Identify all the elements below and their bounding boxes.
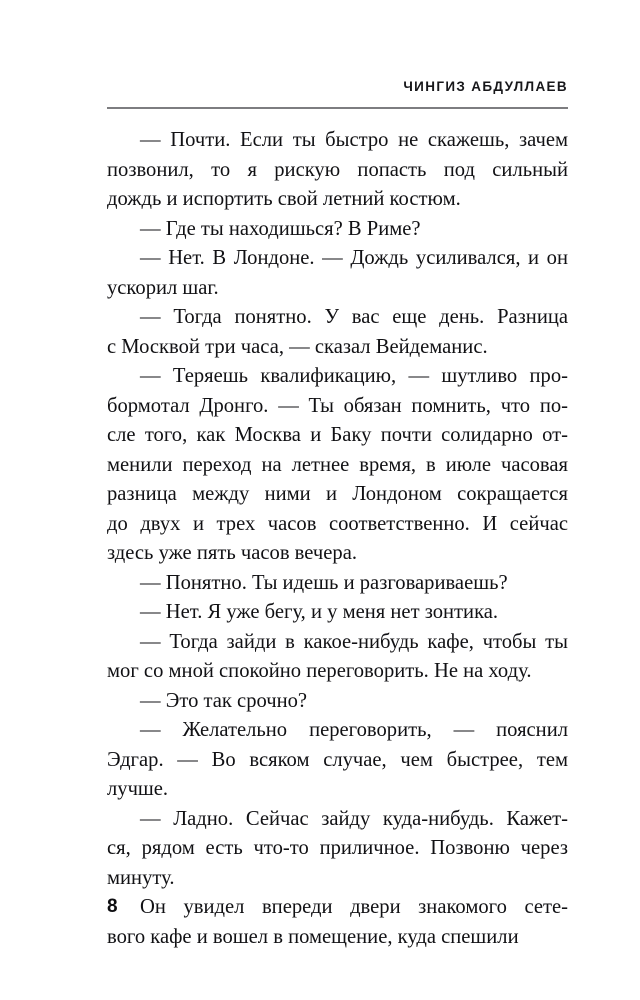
body-paragraph bbox=[107, 628, 568, 687]
body-text-block bbox=[107, 126, 568, 952]
body-line: дождь и испортить свой летний костюм. bbox=[107, 188, 461, 210]
body-paragraph bbox=[107, 805, 568, 894]
body-line: — Нет. В Лондоне. — Дождь усиливался, и он bbox=[140, 247, 568, 269]
body-line: до двух и трех часов соответственно. И сейчас bbox=[107, 512, 568, 535]
body-paragraph bbox=[107, 215, 568, 245]
body-paragraph bbox=[107, 244, 568, 303]
body-paragraph bbox=[107, 126, 568, 215]
body-line: — Желательно переговорить, — пояснил bbox=[140, 719, 568, 741]
page-number: 8 bbox=[107, 896, 118, 917]
body-line: здесь уже пять часов вечера. bbox=[107, 542, 358, 564]
body-paragraph bbox=[107, 687, 568, 717]
body-paragraph bbox=[107, 569, 568, 599]
body-line: — Где ты находишься? В Риме? bbox=[140, 217, 421, 240]
body-paragraph bbox=[107, 303, 568, 362]
body-line: ускорил шаг. bbox=[107, 276, 219, 299]
body-paragraph bbox=[107, 716, 568, 805]
body-line: позвонил, то я рискую попасть под сильный bbox=[107, 158, 568, 181]
body-line: — Почти. Если ты быстро не скажешь, зачем bbox=[140, 129, 568, 151]
body-line: разница между ними и Лондоном сокращается bbox=[107, 483, 568, 505]
body-line: — Ладно. Сейчас зайду куда-нибудь. Кажет- bbox=[140, 807, 568, 830]
body-paragraph bbox=[107, 598, 568, 628]
body-line: — Понятно. Ты идешь и разговариваешь? bbox=[140, 571, 508, 594]
body-line: бормотал Дронго. — Ты обязан помнить, что по- bbox=[107, 394, 568, 417]
body-line: — Теряешь квалификацию, — шутливо про- bbox=[140, 365, 568, 387]
body-line: Эдгар. — Во всяком случае, чем быстрее, тем bbox=[107, 748, 568, 771]
body-line: — Тогда зайди в какое-нибудь кафе, чтобы ты bbox=[140, 630, 568, 653]
body-line: — Нет. Я уже бегу, и у меня нет зонтика. bbox=[140, 601, 499, 623]
body-line: менили переход на летнее время, в июле часовая bbox=[107, 453, 568, 476]
body-line: с Москвой три часа, — сказал Вейдеманис. bbox=[107, 335, 488, 358]
body-line: — Тогда понятно. У вас еще день. Разница bbox=[140, 306, 568, 328]
body-line: лучше. bbox=[107, 778, 169, 800]
header-divider-rule bbox=[107, 107, 568, 109]
body-line: сле того, как Москва и Баку почти солидарно от- bbox=[107, 424, 568, 446]
body-line: — Это так срочно? bbox=[140, 689, 308, 712]
body-line: минуту. bbox=[107, 866, 175, 889]
body-line: ся, рядом есть что-то приличное. Позвоню через bbox=[107, 837, 568, 859]
body-line: мог со мной спокойно переговорить. Не на ходу. bbox=[107, 660, 532, 682]
body-line: вого кафе и вошел в помещение, куда спешили bbox=[107, 925, 519, 948]
body-paragraph bbox=[107, 893, 568, 952]
running-head-author: ЧИНГИЗ АБДУЛЛАЕВ bbox=[403, 79, 568, 94]
body-line: Он увидел впереди двери знакомого сете- bbox=[140, 896, 568, 918]
body-paragraph bbox=[107, 362, 568, 569]
